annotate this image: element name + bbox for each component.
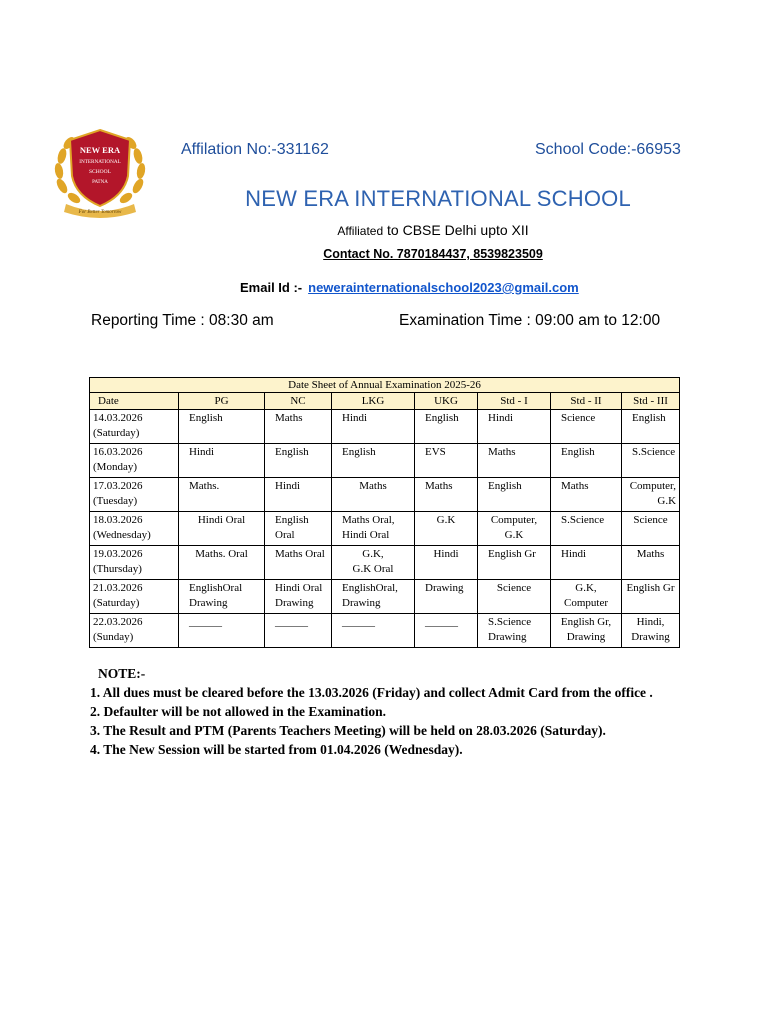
subject-cell: ______ [179,614,265,648]
subject-cell: English [551,444,622,478]
table-row [90,512,680,546]
subject-cell: G.K, Computer [551,580,622,614]
notes-title: NOTE:- [98,666,146,681]
subject-cell: Science [622,512,680,546]
subject-cell: Hindi [332,410,415,444]
svg-text:SCHOOL: SCHOOL [88,169,112,175]
table-body [90,410,680,648]
subject-cell: English [332,444,415,478]
subject-cell: English [622,410,680,444]
table-header-row [90,393,680,410]
column-header-std-2: Std - II [551,393,622,410]
date-cell [90,512,179,546]
affiliated-rest: to CBSE Delhi upto XII [383,222,529,238]
subject-cell: ______ [332,614,415,648]
table-row [90,478,680,512]
table-row [90,580,680,614]
subject-cell: EVS [415,444,478,478]
exam-date: 22.03.2026 [93,616,143,628]
column-header-lkg: LKG [332,393,415,410]
date-cell [90,580,179,614]
exam-day: (Thursday) [93,563,142,575]
subject-cell: English [478,478,551,512]
subject-cell: Maths [415,478,478,512]
subject-cell: ______ [415,614,478,648]
reporting-time: Reporting Time : 08:30 am [91,312,274,329]
subject-cell: Hindi [179,444,265,478]
note-item: 3. The Result and PTM (Parents Teachers Meeting) will be held on 28.03.2026 (Saturday). [90,723,606,738]
email-row [240,280,579,295]
table-caption: Date Sheet of Annual Examination 2025-26 [90,378,680,393]
exam-date: 14.03.2026 [93,412,143,424]
subject-cell: Science [551,410,622,444]
subject-cell: S.Science [551,512,622,546]
date-cell [90,614,179,648]
subject-cell: Computer, G.K [622,478,680,512]
column-header-date: Date [90,393,179,410]
subject-cell: Maths [478,444,551,478]
exam-day: (Saturday) [93,597,140,609]
table-row [90,546,680,580]
subject-cell: Hindi [415,546,478,580]
subject-cell: Maths [332,478,415,512]
email-link[interactable]: newerainternationalschool2023@gmail.com [308,280,579,295]
subject-cell: Hindi Oral [179,512,265,546]
table-row [90,614,680,648]
subject-cell: G.K [415,512,478,546]
exam-date: 16.03.2026 [93,446,143,458]
subject-cell: Computer, G.K [478,512,551,546]
subject-cell: English Gr, Drawing [551,614,622,648]
subject-cell: English [265,444,332,478]
notes-section [90,664,653,759]
svg-text:NEW ERA: NEW ERA [79,145,121,155]
subject-cell: Maths. [179,478,265,512]
subject-cell: English Gr [622,580,680,614]
subject-cell: Maths Oral [265,546,332,580]
date-sheet-table [89,377,680,648]
svg-text:For Better Tomorrow: For Better Tomorrow [78,210,122,215]
subject-cell: EnglishOral, Drawing [332,580,415,614]
note-item: 4. The New Session will be started from 01.04.2026 (Wednesday). [90,742,463,757]
subject-cell: EnglishOral Drawing [179,580,265,614]
subject-cell: Science [478,580,551,614]
svg-text:INTERNATIONAL: INTERNATIONAL [79,159,121,165]
column-header-std-3: Std - III [622,393,680,410]
affiliation-number: Affilation No:-331162 [181,141,329,158]
subject-cell: Maths [622,546,680,580]
subject-cell: English [415,410,478,444]
subject-cell: English Oral [265,512,332,546]
exam-day: (Tuesday) [93,495,138,507]
subject-cell: Drawing [415,580,478,614]
date-cell [90,410,179,444]
column-header-nc: NC [265,393,332,410]
examination-time: Examination Time : 09:00 am to 12:00 [399,312,661,329]
subject-cell: Maths [551,478,622,512]
subject-cell: Hindi, Drawing [622,614,680,648]
exam-day: (Sunday) [93,631,134,643]
subject-cell: Maths [265,410,332,444]
contact-numbers: Contact No. 7870184437, 8539823509 [323,247,543,261]
email-label: Email Id :- [240,280,303,295]
exam-day: (Monday) [93,461,137,473]
exam-date: 19.03.2026 [93,548,143,560]
date-cell [90,444,179,478]
affiliation-line [0,222,768,238]
column-header-pg: PG [179,393,265,410]
school-name: NEW ERA INTERNATIONAL SCHOOL [245,186,631,211]
subject-cell: G.K, G.K Oral [332,546,415,580]
svg-text:PATNA: PATNA [92,180,108,185]
subject-cell: S.Science Drawing [478,614,551,648]
note-item: 2. Defaulter will be not allowed in the Examination. [90,704,387,719]
subject-cell: English [179,410,265,444]
note-item: 1. All dues must be cleared before the 13.03.2026 (Friday) and collect Admit Card from the office . [90,685,653,700]
subject-cell: Hindi Oral Drawing [265,580,332,614]
table-row [90,444,680,478]
exam-day: (Saturday) [93,427,140,439]
subject-cell: S.Science [622,444,680,478]
subject-cell: ______ [265,614,332,648]
affiliated-prefix: Affiliated [337,224,384,238]
table-row [90,410,680,444]
subject-cell: Hindi [478,410,551,444]
subject-cell: Hindi [551,546,622,580]
subject-cell: Hindi [265,478,332,512]
school-code: School Code:-66953 [535,141,681,158]
date-cell [90,546,179,580]
exam-date: 21.03.2026 [93,582,143,594]
subject-cell: Maths Oral, Hindi Oral [332,512,415,546]
column-header-ukg: UKG [415,393,478,410]
subject-cell: Maths. Oral [179,546,265,580]
date-cell [90,478,179,512]
exam-day: (Wednesday) [93,529,151,541]
subject-cell: English Gr [478,546,551,580]
exam-date: 17.03.2026 [93,480,143,492]
exam-date: 18.03.2026 [93,514,143,526]
column-header-std-1: Std - I [478,393,551,410]
table-caption-row [90,378,680,393]
